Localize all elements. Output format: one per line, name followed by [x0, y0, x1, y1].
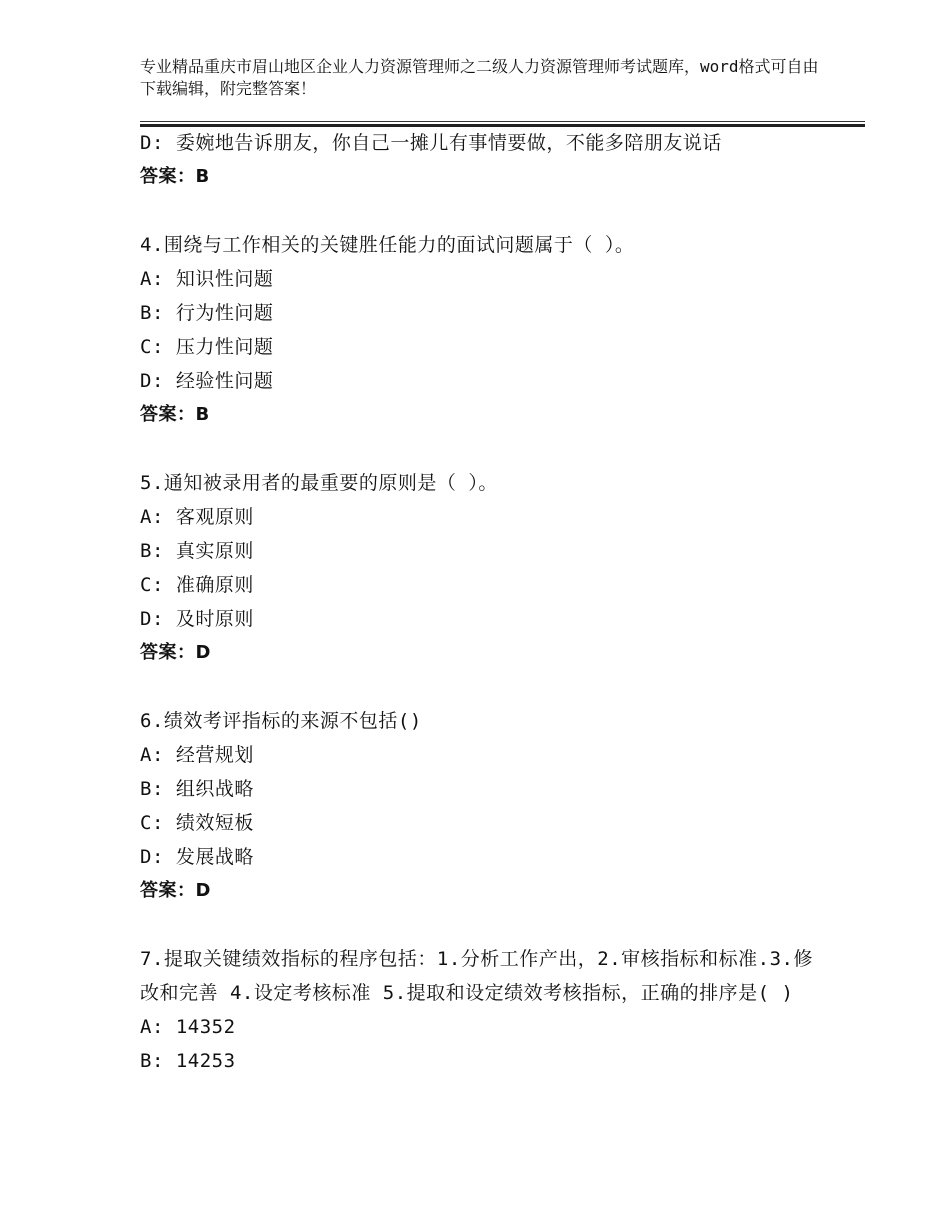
option-a: A: 经营规划	[140, 744, 254, 766]
option-a: A: 14352	[140, 1016, 236, 1038]
option-c: C: 压力性问题	[140, 336, 274, 358]
question-4	[140, 228, 820, 432]
document-header: 专业精品重庆市眉山地区企业人力资源管理师之二级人力资源管理师考试题库，word格式可自由下载编辑，附完整答案！	[140, 57, 819, 98]
question-stem: 6.绩效考评指标的来源不包括()	[140, 710, 422, 732]
header-rule-thin	[140, 121, 865, 122]
question-stem: 5.通知被录用者的最重要的原则是（ ）。	[140, 472, 498, 494]
question-stem: 4.围绕与工作相关的关键胜任能力的面试问题属于（ ）。	[140, 234, 635, 256]
answer-line: 答案：D	[140, 642, 211, 663]
option-d: D: 经验性问题	[140, 370, 274, 392]
option-d: D: 发展战略	[140, 846, 254, 868]
answer-line: 答案：D	[140, 880, 211, 901]
answer-line: 答案：B	[140, 404, 210, 425]
question-stem: 7.提取关键绩效指标的程序包括：1.分析工作产出，2.审核指标和标准.3.修改和完善 4.设定考核标准 5.提取和设定绩效考核指标，正确的排序是( )	[140, 948, 813, 1004]
option-c: C: 绩效短板	[140, 812, 254, 834]
option-b: B: 行为性问题	[140, 302, 274, 324]
option-a: A: 知识性问题	[140, 268, 274, 290]
question-7	[140, 942, 820, 1078]
document-body	[140, 126, 820, 1078]
option-d: D: 委婉地告诉朋友，你自己一摊儿有事情要做，不能多陪朋友说话	[140, 132, 722, 154]
option-c: C: 准确原则	[140, 574, 254, 596]
option-b: B: 真实原则	[140, 540, 254, 562]
carryover-question	[140, 126, 820, 194]
option-a: A: 客观原则	[140, 506, 254, 528]
answer-line: 答案：B	[140, 166, 210, 187]
question-6	[140, 704, 820, 908]
option-b: B: 14253	[140, 1050, 236, 1072]
option-d: D: 及时原则	[140, 608, 254, 630]
option-b: B: 组织战略	[140, 778, 254, 800]
question-5	[140, 466, 820, 670]
